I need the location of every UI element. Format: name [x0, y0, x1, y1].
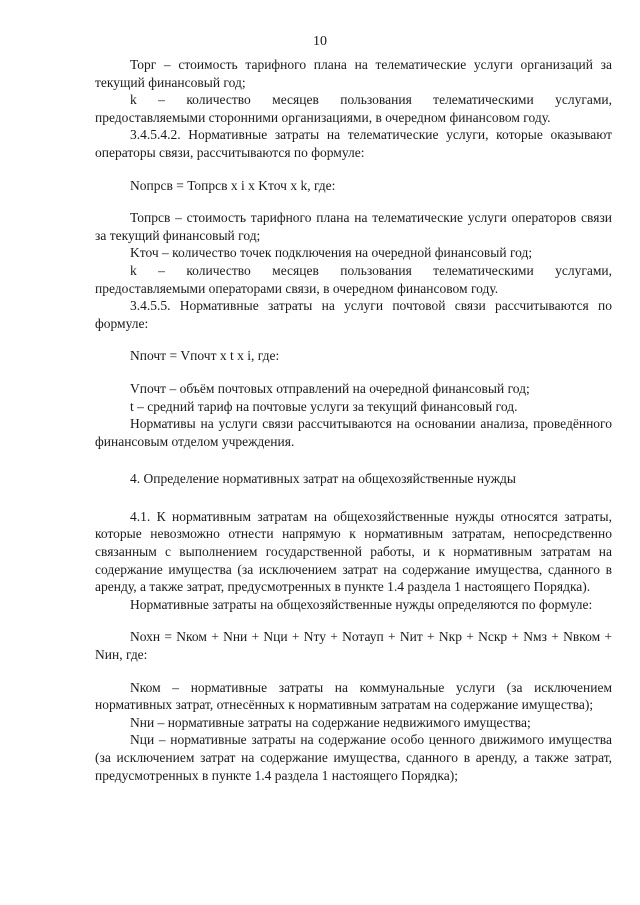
normativy-paragraph: Нормативы на услуги связи рассчитываются на основании анализа, проведённого финансовым отделом учреждения. [95, 416, 612, 449]
page-number: 10 [313, 34, 327, 49]
nkom-definition: Nком – нормативные затраты на коммунальные услуги (за исключением нормативных затрат, отнесённых к нормативным затратам на содержание имущества); [95, 679, 612, 713]
topr-definition: Топрсв – стоимость тарифного плана на телематические услуги операторов связи за текущий финансовый год; [95, 210, 612, 243]
clause-4-1: 4.1. К нормативным затратам на общехозяйственные нужды относятся затраты, которые невозможно отнести напрямую к нормативным затратам, непосредственно связанным с выполнением государственной работы, и к нормативным затратам на содержание имущества (за исключением затрат на содержание имущества, сданного в аренду, а также затрат, предусмотренных в пункте 1.4 раздела 1 настоящего Порядка). [95, 508, 612, 595]
formula-nopr: Nопрсв = Топрсв x i x Kточ x k, где: [130, 177, 336, 193]
torg-definition: Торг – стоимость тарифного плана на телематические услуги организаций за текущий финансовый год; [95, 57, 612, 90]
nci-definition: Nци – нормативные затраты на содержание особо ценного движимого имущества (за исключением затрат на содержание имущества, сданного в аренду, а также затрат, предусмотренных в пункте 1.4 раздела 1 настоящего Порядка); [95, 732, 612, 783]
section-4-heading: 4. Определение нормативных затрат на общехозяйственные нужды [130, 471, 516, 487]
k-definition-1: k – количество месяцев пользования телематическими услугами, предоставляемыми сторонними организациями, в очередном финансовом году. [95, 92, 612, 125]
normativnye-opredelyayutsya: Нормативные затраты на общехозяйственные нужды определяются по формуле: [130, 596, 593, 612]
clause-3-4-5-5: 3.4.5.5. Нормативные затраты на услуги почтовой связи рассчитываются по формуле: [95, 298, 612, 331]
t-definition: t – средний тариф на почтовые услуги за текущий финансовый год. [130, 398, 518, 414]
k-definition-2: k – количество месяцев пользования телематическими услугами, предоставляемыми операторами связи, в очередном финансовом году. [95, 262, 612, 296]
nni-definition: Nни – нормативные затраты на содержание недвижимого имущества; [130, 714, 531, 730]
formula-npocht: Nпочт = Vпочт x t x i, где: [130, 348, 280, 364]
page-content [95, 56, 612, 784]
vpocht-definition: Vпочт – объём почтовых отправлений на очередной финансовый год; [130, 380, 530, 396]
ktoch-definition: Kточ – количество точек подключения на очередной финансовый год; [130, 245, 533, 261]
formula-noxn: Nохн = Nком + Nни + Nци + Nту + Nотауп + Nит + Nкр + Nскр + Nмз + Nвком + Nин, где: [95, 629, 612, 663]
clause-3-4-5-4-2: 3.4.5.4.2. Нормативные затраты на телематические услуги, которые оказывают операторы связи, рассчитываются по формуле: [95, 127, 612, 160]
